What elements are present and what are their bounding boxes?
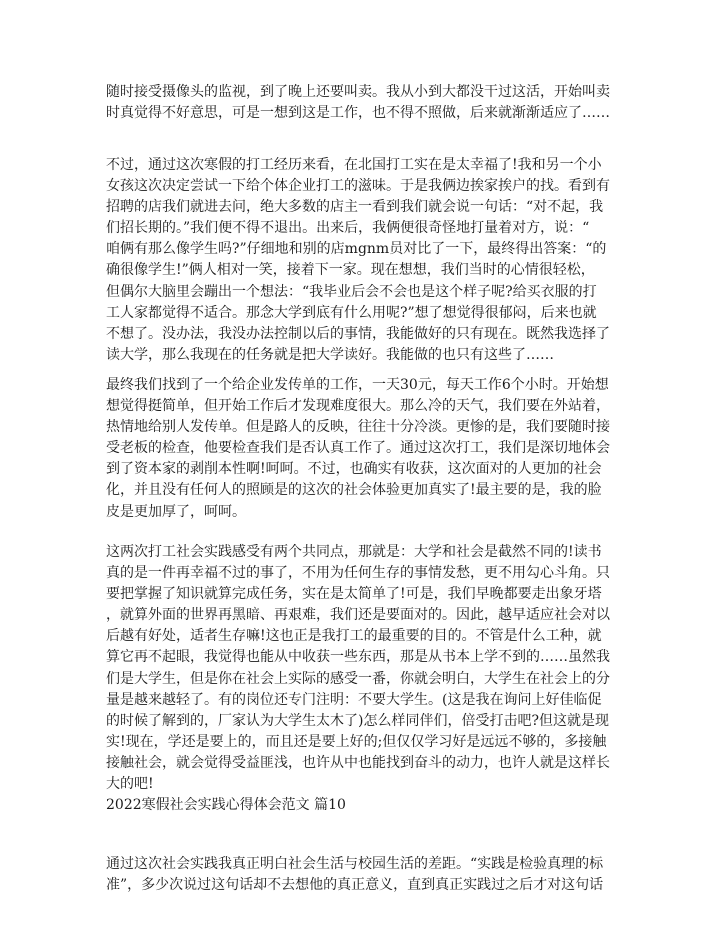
text-line: 受老板的检查，他要检查我们是否认真工作了。通过这次打工，我们是深切地体会: [106, 440, 610, 457]
text-line: 到了资本家的剥削本性啊!呵呵。不过，也确实有收获，这次面对的人更加的社会: [106, 461, 602, 478]
paragraph-3: [106, 375, 616, 523]
paragraph-4: [106, 542, 616, 816]
text-line: 化，并且没有任何人的照顾是的这次的社会体验更加真实了!最主要的是，我的脸: [106, 482, 602, 499]
text-line: 实!现在，学还是要上的，而且还是要上好的;但仅仅学习好是远远不够的，多接触: [106, 733, 607, 750]
paragraph-5: [106, 854, 616, 896]
text-line: 量是越来越轻了。有的岗位还专门注明：不要大学生。(这是我在询问上好佳临促: [106, 691, 602, 708]
text-line: 随时接受摄像头的监视，到了晚上还要叫卖。我从小到大都没干过这活，开始叫卖: [106, 84, 610, 100]
text-line: 但偶尔大脑里会蹦出一个想法：“我毕业后会不会也是这个样子呢?给买衣服的打: [106, 283, 597, 300]
text-line: 热情地给别人发传单。但是路人的反映，往往十分冷淡。更惨的是，我们要随时接: [106, 419, 610, 436]
text-line: 确很像学生!”俩人相对一笑，接着下一家。现在想想，我们当时的心情很轻松，: [106, 262, 595, 279]
text-line: 最终我们找到了一个给企业发传单的工作，一天30元，每天工作6个小时。开始想: [106, 377, 609, 393]
text-line: 咱俩有那么像学生吗?”仔细地和别的店mgnm员对比了一下，最终得出答案：“的: [106, 241, 607, 258]
paragraph-2: [106, 155, 616, 366]
text-line: 要把掌握了知识就算完成任务，实在是太简单了!可是，我们早晚都要走出象牙塔: [106, 586, 602, 603]
text-line: 不想了。没办法，我没办法控制以后的事情，我能做好的只有现在。既然我选择了: [106, 325, 610, 342]
text-line: 不过，通过这次寒假的打工经历来看，在北国打工实在是太幸福了!我和另一个小: [106, 157, 602, 173]
text-line: 通过这次社会实践我真正明白社会生活与校园生活的差距。“实践是检验真理的标: [106, 856, 604, 872]
text-line: ，就算外面的世界再黑暗、再艰难，我们还是要面对的。因此，越早适应社会对以: [106, 607, 610, 624]
section-heading: 2022寒假社会实践心得体会范文 篇10: [106, 797, 346, 814]
text-line: 招聘的店我们就进去问，绝大多数的店主一看到我们就会说一句话：“对不起，我: [106, 199, 604, 216]
text-line: 接触社会，就会觉得受益匪浅，也许从中也能找到奋斗的动力，也许人就是这样长: [106, 754, 610, 771]
text-line: 的时候了解到的，厂家认为大学生太木了)怎么样同伴们，倍受打击吧?但这就是现: [106, 712, 609, 729]
text-line: 女孩这次决定尝试一下给个体企业打工的滋味。于是我俩边挨家挨户的找。看到有: [106, 178, 610, 195]
text-line: 工人家都觉得不适合。那念大学到底有什么用呢?”想了想觉得很郁闷，后来也就: [106, 304, 597, 321]
text-line: 们是大学生，但是你在社会上实际的感受一番，你就会明白，大学生在社会上的分: [106, 670, 610, 687]
text-line: 们招长期的。”我们便不得不退出。出来后，我俩便很奇怪地打量着对方，说：“: [106, 220, 590, 237]
text-line: 想觉得挺简单，但开始工作后才发现难度很大。那么冷的天气，我们要在外站着，: [106, 398, 610, 415]
text-line: 算它再不起眼，我觉得也能从中收获一些东西，那是从书本上学不到的……虽然我: [106, 649, 610, 666]
text-line: 皮是更加厚了，呵呵。: [106, 503, 246, 520]
text-line: 时真觉得不好意思，可是一想到这是工作，也不得不照做，后来就渐渐适应了……: [106, 105, 610, 122]
text-line: 读大学，那么我现在的任务就是把大学读好。我能做的也只有这些了……: [106, 346, 554, 363]
text-line: 准”，多少次说过这句话却不去想他的真正意义，直到真正实践过之后才对这句话: [106, 877, 604, 894]
text-line: 大的吧!: [106, 776, 154, 793]
text-line: 后越有好处，适者生存嘛!这也正是我打工的最重要的目的。不管是什么工种，就: [106, 628, 602, 645]
paragraph-1: [106, 82, 616, 124]
text-line: 真的是一件再幸福不过的事了，不用为任何生存的事情发愁，更不用勾心斗角。只: [106, 565, 610, 582]
text-line: 这两次打工社会实践感受有两个共同点，那就是：大学和社会是截然不同的!读书: [106, 544, 602, 560]
